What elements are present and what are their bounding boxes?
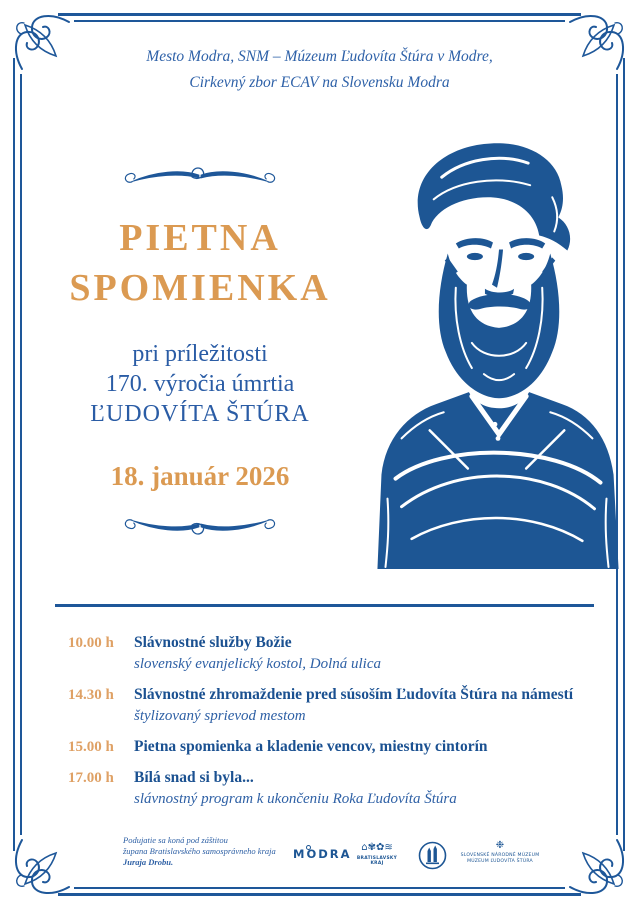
towers-emblem-logo (418, 841, 447, 870)
program-row (68, 633, 593, 674)
snm-label-line-1: SLOVENSKÉ NÁRODNÉ MÚZEUM (460, 853, 540, 858)
ludovit-stur-portrait-illustration (371, 137, 623, 569)
organizers-header (0, 44, 639, 96)
title-column (38, 160, 362, 547)
program-item-subtitle: slovenský evanjelický kostol, Dolná ulica (134, 656, 381, 672)
subtitle-line-2: 170. výročia úmrtia (105, 371, 295, 397)
region-logo-label: BRATISLAVSKÝ KRAJ (356, 856, 398, 866)
modra-logo-text: MODRA (293, 847, 352, 861)
program-item-title: Slávnostné služby Božie (134, 634, 292, 651)
region-logo-glyphs-icon: ⌂✾✿≋ (361, 842, 393, 853)
bratislava-region-logo (352, 842, 402, 866)
modra-logo-ring-icon (306, 845, 311, 850)
corner-flourish-icon (566, 836, 630, 900)
event-title-line-1: PIETNA (119, 217, 281, 259)
subtitle-line-1: pri príležitosti (132, 341, 268, 367)
divider-flourish-icon (121, 160, 279, 192)
event-title-line-2: SPOMIENKA (69, 267, 331, 309)
section-divider (55, 604, 594, 607)
program-time: 15.00 h (68, 739, 114, 755)
program-description (134, 737, 593, 757)
snm-label-line-2: MÚZEUM ĽUDOVÍTA ŠTÚRA (467, 859, 533, 864)
patronage-line-3: Juraja Drobu. (123, 857, 174, 867)
event-subtitle (38, 339, 362, 429)
program-description (134, 633, 593, 674)
program-item-title: Slávnostné zhromaždenie pred súsoším Ľudovíta Štúra na námestí (134, 686, 574, 703)
program-row (68, 737, 593, 757)
program-time: 14.30 h (68, 687, 114, 703)
modra-city-logo (293, 847, 352, 861)
program-item-title: Bílá snad si byla... (134, 769, 254, 786)
frame-bottom-outer (58, 893, 581, 896)
program-item-subtitle: slávnostný program k ukončeniu Roka Ľudovíta Štúra (134, 791, 457, 807)
organizers-line-1: Mesto Modra, SNM – Múzeum Ľudovíta Štúra v Modre, (146, 48, 493, 65)
patronage-line-2: župana Bratislavského samosprávneho kraja (123, 846, 276, 856)
organizers-line-2: Cirkevný zbor ECAV na Slovensku Modra (189, 74, 450, 91)
event-date: 18. január 2026 (110, 461, 290, 491)
program-description (134, 768, 593, 809)
program-time: 10.00 h (68, 635, 114, 651)
frame-right-outer (623, 58, 625, 851)
frame-top-outer (58, 13, 581, 16)
program-list (68, 633, 593, 820)
frame-bottom-inner (74, 887, 565, 889)
subtitle-line-3: ĽUDOVÍTA ŠTÚRA (90, 401, 310, 427)
program-item-subtitle: štylizovaný sprievod mestom (134, 708, 306, 724)
patronage-line-1: Podujatie sa koná pod záštitou (123, 835, 228, 845)
divider-flourish-icon (121, 510, 279, 542)
program-row (68, 768, 593, 809)
program-description (134, 685, 593, 726)
program-item-title: Pietna spomienka a kladenie vencov, miestny cintorín (134, 738, 488, 755)
patronage-note (123, 835, 276, 868)
program-time: 17.00 h (68, 770, 114, 786)
snm-emblem-icon: ❉ (495, 840, 505, 851)
frame-top-inner (74, 20, 565, 22)
frame-left-inner (20, 74, 22, 835)
frame-left-outer (13, 58, 15, 851)
snm-museum-logo (452, 840, 548, 865)
corner-flourish-icon (9, 836, 73, 900)
program-row (68, 685, 593, 726)
event-title (38, 213, 362, 313)
